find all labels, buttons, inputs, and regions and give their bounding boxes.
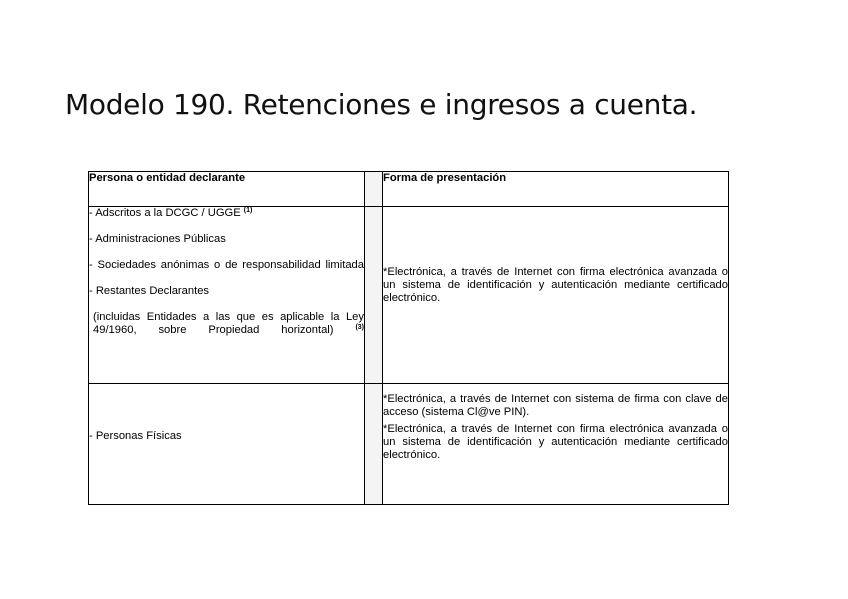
table-header-row <box>89 172 729 207</box>
header-declarant: Persona o entidad declarante <box>89 172 365 207</box>
slide-title: Modelo 190. Retenciones e ingresos a cuenta. <box>65 88 698 121</box>
presentation-method: *Electrónica, a través de Internet con firma electrónica avanzada o un sistema de identificación y autenticación mediante certificado electrónico. <box>383 265 728 304</box>
column-spacer <box>365 172 383 207</box>
declarant-item: - Personas Físicas <box>89 429 182 442</box>
table-row <box>89 384 729 505</box>
declarant-cell <box>89 384 365 505</box>
presentation-method: *Electrónica, a través de Internet con firma electrónica avanzada o un sistema de identificación y autenticación mediante certificado electrónico. <box>383 423 728 461</box>
declarant-text: (incluidas Entidades a las que es aplicable la Ley 49/1960, sobre Propiedad horizontal) <box>93 311 364 336</box>
declarant-item: - Administraciones Públicas <box>89 233 226 245</box>
presentation-cell <box>383 207 729 384</box>
column-spacer <box>365 384 383 505</box>
presentation-method: *Electrónica, a través de Internet con sistema de firma con clave de acceso (sistema Cl@ve PIN). <box>383 393 728 418</box>
declarant-text: - Adscritos a la DCGC / UGGE <box>89 207 241 219</box>
declarant-item <box>89 207 364 220</box>
presentation-table <box>88 171 729 505</box>
table-row <box>89 207 729 384</box>
declarant-item <box>89 311 364 337</box>
declarant-item: - Restantes Declarantes <box>89 285 210 297</box>
column-spacer <box>365 207 383 384</box>
footnote-ref: (1) <box>243 207 253 214</box>
footnote-ref: (3) <box>355 324 364 331</box>
presentation-cell <box>383 384 729 505</box>
declarant-cell <box>89 207 365 384</box>
header-presentation: Forma de presentación <box>383 172 729 207</box>
declarant-item: - Sociedades anónimas o de responsabilidad limitada <box>89 259 364 271</box>
